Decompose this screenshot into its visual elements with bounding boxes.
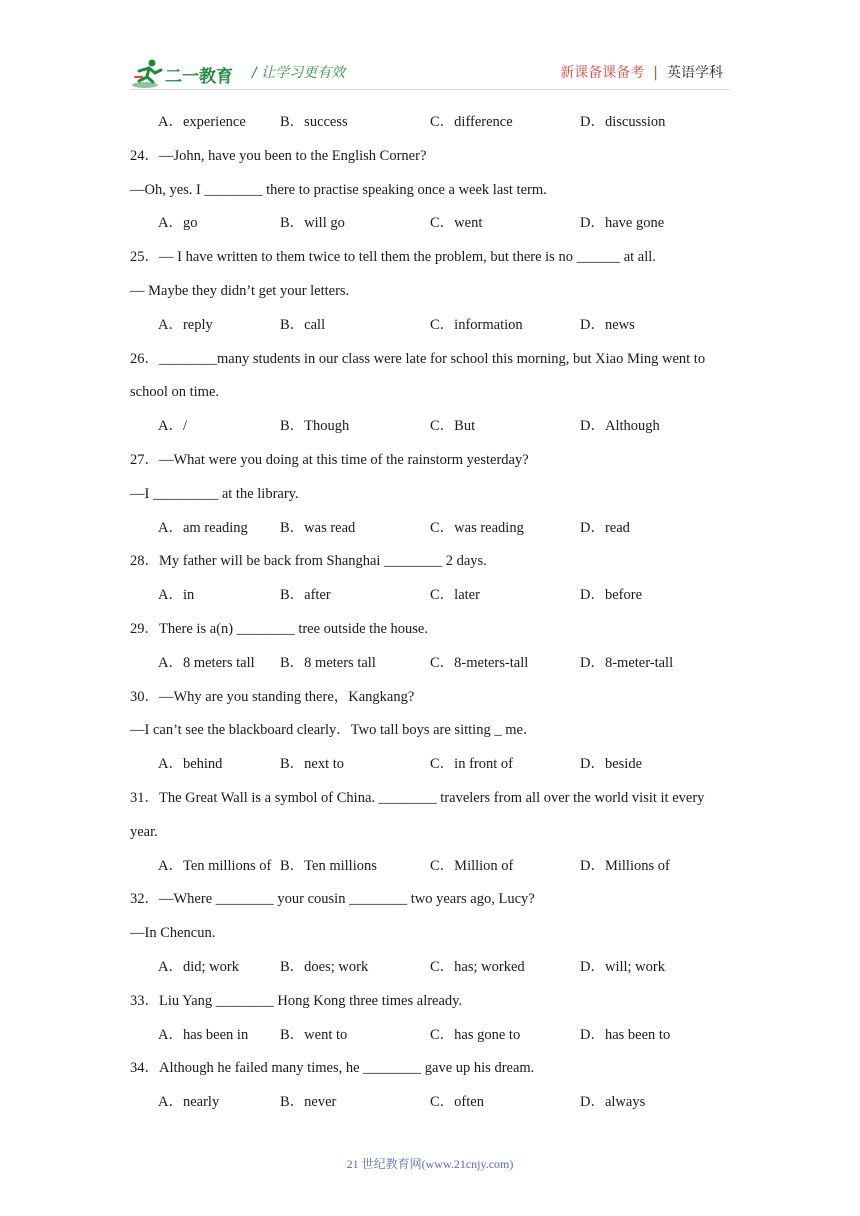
question-text: 26．________many students in our class were late for school this morning, but Xiao Ming went to bbox=[130, 351, 706, 367]
answer-option: A．nearly bbox=[158, 1094, 220, 1110]
answer-option: B．Though bbox=[280, 418, 350, 434]
answer-option: D．Millions of bbox=[580, 858, 670, 874]
question-text: — Maybe they didn’t get your letters. bbox=[130, 283, 350, 299]
answer-option: C．8-meters-tall bbox=[430, 655, 529, 671]
question-text: 25．— I have written to them twice to tell them the problem, but there is no ______ at all. bbox=[130, 249, 656, 265]
runner-logo-icon bbox=[131, 57, 165, 91]
answer-option: A．behind bbox=[158, 756, 223, 772]
header-separator: | bbox=[653, 65, 658, 81]
answer-option: B．Ten millions bbox=[280, 858, 377, 874]
question-text: —I can’t see the blackboard clearly．Two tall boys are sitting _ me． bbox=[130, 722, 538, 738]
answer-option: A．did; work bbox=[158, 959, 239, 975]
answer-option: C．was reading bbox=[430, 520, 524, 536]
answer-option: D．beside bbox=[580, 756, 643, 772]
answer-option: A．go bbox=[158, 215, 198, 231]
answer-option: C．in front of bbox=[430, 756, 513, 772]
question-text: 29．There is a(n) ________ tree outside the house. bbox=[130, 621, 428, 637]
answer-option: D．always bbox=[580, 1094, 646, 1110]
question-text: 34．Although he failed many times, he ________ gave up his dream. bbox=[130, 1060, 535, 1076]
header-right bbox=[560, 62, 723, 82]
logo bbox=[131, 57, 251, 91]
answer-option: A．/ bbox=[158, 418, 187, 434]
answer-option: D．discussion bbox=[580, 114, 666, 130]
answer-option: D．read bbox=[580, 520, 630, 536]
answer-option: A．has been in bbox=[158, 1027, 249, 1043]
question-text: —I _________ at the library. bbox=[130, 486, 299, 502]
answer-option: C．has; worked bbox=[430, 959, 525, 975]
question-text: 24．—John, have you been to the English Corner? bbox=[130, 148, 427, 164]
answer-option: D．has been to bbox=[580, 1027, 671, 1043]
answer-option: B．went to bbox=[280, 1027, 348, 1043]
answer-option: B．never bbox=[280, 1094, 337, 1110]
answer-option: B．after bbox=[280, 587, 331, 603]
page-header bbox=[0, 0, 860, 100]
question-text: 31．The Great Wall is a symbol of China. ________ travelers from all over the world visit it every bbox=[130, 790, 705, 806]
logo-text: 二一教育 bbox=[165, 67, 233, 87]
answer-option: A．reply bbox=[158, 317, 213, 333]
answer-option: C．later bbox=[430, 587, 480, 603]
answer-option: B．was read bbox=[280, 520, 356, 536]
question-text: year. bbox=[130, 824, 158, 840]
answer-option: D．news bbox=[580, 317, 635, 333]
question-text: 33．Liu Yang ________ Hong Kong three times already. bbox=[130, 993, 463, 1009]
header-subject: 英语学科 bbox=[667, 65, 723, 81]
question-text: school on time. bbox=[130, 384, 220, 400]
answer-option: B．will go bbox=[280, 215, 345, 231]
answer-option: A．am reading bbox=[158, 520, 248, 536]
answer-option: B．success bbox=[280, 114, 348, 130]
question-text: 30．—Why are you standing there，Kangkang? bbox=[130, 689, 415, 705]
answer-option: D．before bbox=[580, 587, 643, 603]
answer-option: B．next to bbox=[280, 756, 345, 772]
question-text: —Oh, yes. I ________ there to practise speaking once a week last term. bbox=[130, 182, 547, 198]
answer-option: C．Million of bbox=[430, 858, 514, 874]
header-divider bbox=[130, 89, 730, 90]
question-text: 28．My father will be back from Shanghai ________ 2 days. bbox=[130, 553, 487, 569]
answer-option: C．often bbox=[430, 1094, 484, 1110]
answer-option: B．call bbox=[280, 317, 326, 333]
answer-option: A．in bbox=[158, 587, 195, 603]
header-tagline: 新课备课备考 bbox=[560, 65, 645, 81]
answer-option: D．8-meter-tall bbox=[580, 655, 674, 671]
answer-option: A．8 meters tall bbox=[158, 655, 255, 671]
answer-option: A．Ten millions of bbox=[158, 858, 272, 874]
answer-option: C．has gone to bbox=[430, 1027, 521, 1043]
answer-option: A．experience bbox=[158, 114, 246, 130]
answer-option: B．8 meters tall bbox=[280, 655, 376, 671]
answer-option: C．difference bbox=[430, 114, 513, 130]
answer-option: C．But bbox=[430, 418, 476, 434]
question-text: —In Chencun. bbox=[130, 925, 216, 941]
answer-option: B．does; work bbox=[280, 959, 369, 975]
slogan: / 让学习更有效 bbox=[252, 65, 346, 81]
answer-option: D．have gone bbox=[580, 215, 665, 231]
question-text: 32．—Where ________ your cousin ________ two years ago, Lucy? bbox=[130, 891, 535, 907]
answer-option: D．will; work bbox=[580, 959, 665, 975]
answer-option: C．information bbox=[430, 317, 523, 333]
answer-option: D．Although bbox=[580, 418, 660, 434]
question-text: 27．—What were you doing at this time of the rainstorm yesterday? bbox=[130, 452, 529, 468]
page-footer: 21 世纪教育网(www.21cnjy.com) bbox=[346, 1157, 514, 1171]
answer-option: C．went bbox=[430, 215, 483, 231]
